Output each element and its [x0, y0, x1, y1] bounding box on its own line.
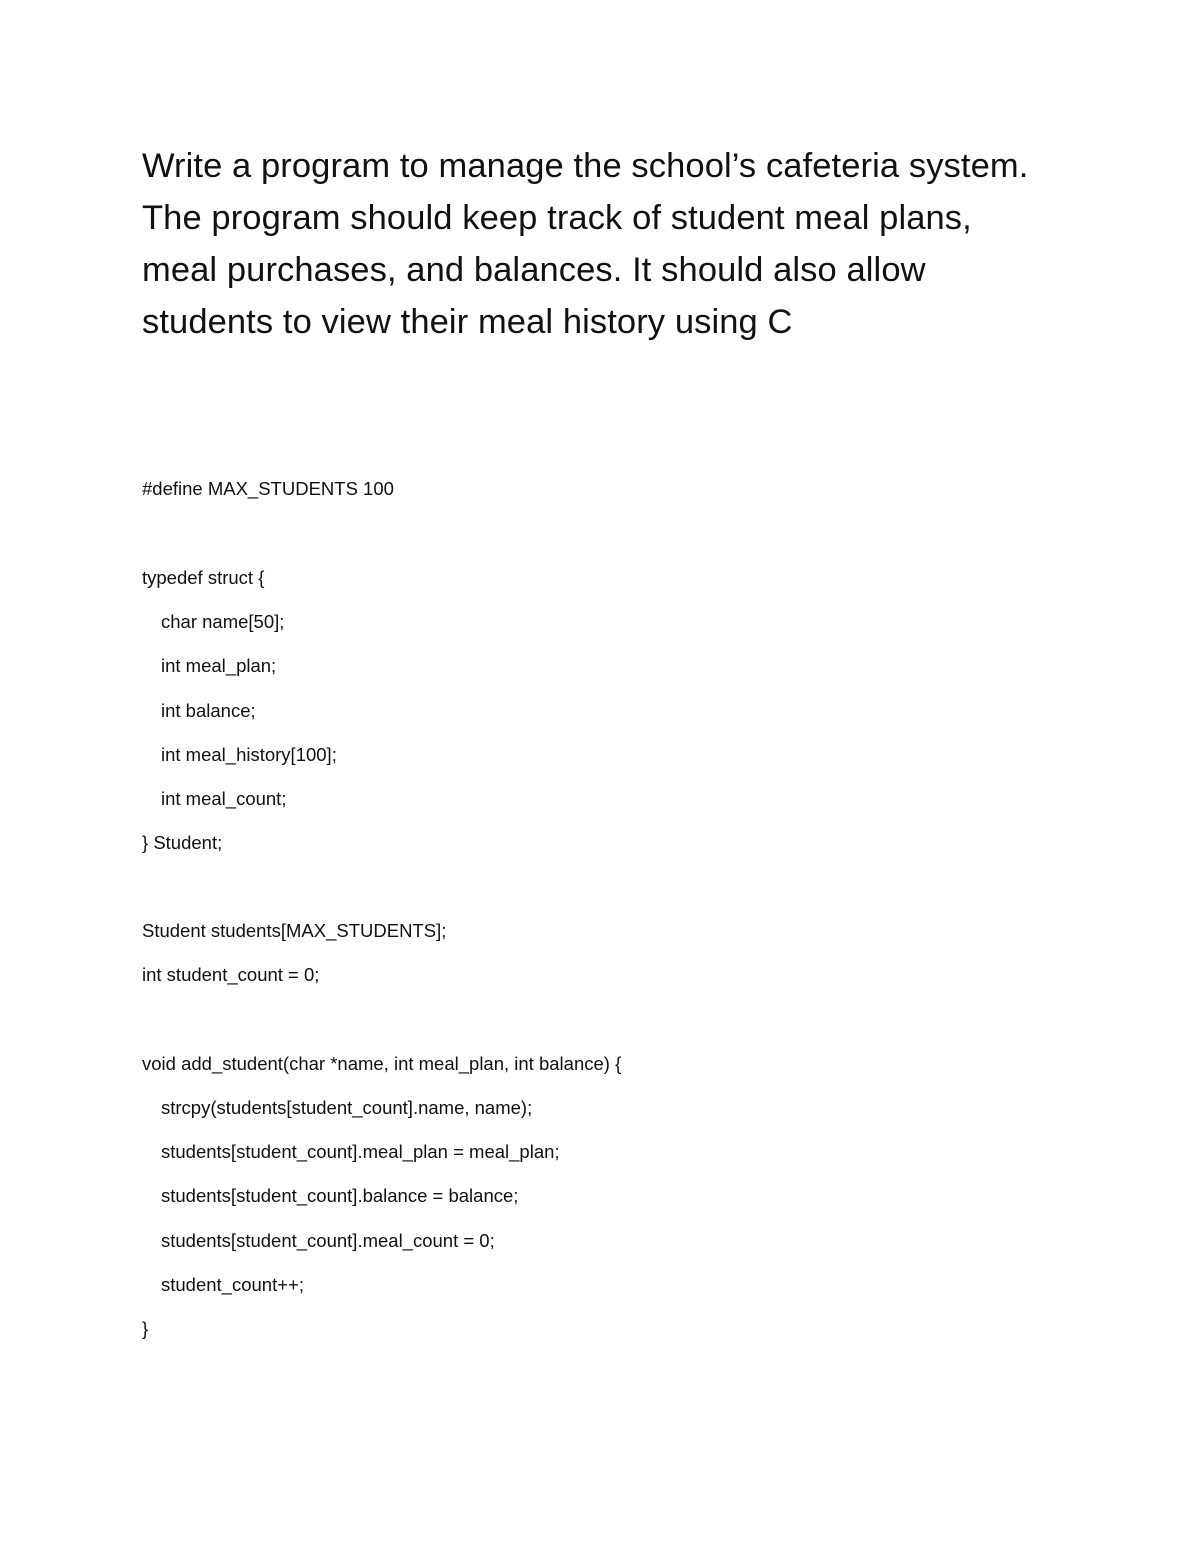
code-line-strcpy: strcpy(students[student_count].name, name);: [161, 1097, 533, 1118]
code-line-struct-close: } Student;: [142, 832, 223, 853]
code-line-field-meal-count: int meal_count;: [161, 788, 287, 809]
code-line-function-close: }: [142, 1318, 149, 1339]
assignment-prompt: [142, 140, 1102, 348]
code-line-students-array: Student students[MAX_STUDENTS];: [142, 920, 447, 941]
code-line-typedef: typedef struct {: [142, 567, 265, 588]
prompt-line-2: The program should keep track of student meal plans,: [142, 199, 972, 237]
code-line-assign-meal-count: students[student_count].meal_count = 0;: [161, 1230, 495, 1251]
code-line-define: #define MAX_STUDENTS 100: [142, 478, 394, 499]
code-line-assign-balance: students[student_count].balance = balance;: [161, 1185, 519, 1206]
prompt-line-1: Write a program to manage the school’s cafeteria system.: [142, 147, 1029, 185]
code-line-field-meal-plan: int meal_plan;: [161, 655, 277, 676]
prompt-line-4: students to view their meal history using C: [142, 303, 793, 341]
code-line-student-count: int student_count = 0;: [142, 964, 320, 985]
code-line-increment: student_count++;: [161, 1274, 304, 1295]
code-line-assign-meal-plan: students[student_count].meal_plan = meal_plan;: [161, 1141, 560, 1162]
code-line-field-meal-history: int meal_history[100];: [161, 744, 337, 765]
code-line-function-signature: void add_student(char *name, int meal_plan, int balance) {: [142, 1053, 622, 1074]
code-line-field-name: char name[50];: [161, 611, 285, 632]
code-line-field-balance: int balance;: [161, 700, 256, 721]
prompt-line-3: meal purchases, and balances. It should also allow: [142, 251, 926, 289]
